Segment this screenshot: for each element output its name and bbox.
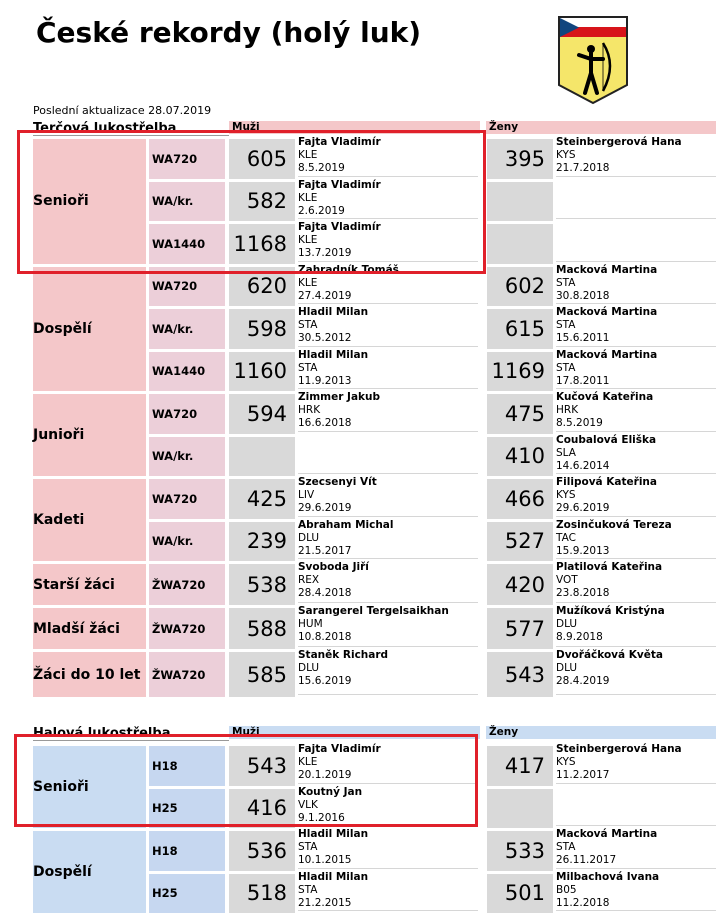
record-date: 15.6.2019 [298, 675, 352, 687]
category-label: Kadeti [33, 512, 85, 528]
record-date: 29.6.2019 [298, 502, 352, 514]
category-label: Starší žáci [33, 576, 115, 593]
category-label: Junioři [33, 427, 85, 443]
women-score: 420 [487, 564, 553, 605]
discipline-cell: WA720 [149, 267, 225, 307]
discipline-cell: WA1440 [149, 224, 225, 264]
women-record-info [556, 786, 716, 827]
athlete-name: Fajta Vladimír [298, 743, 381, 755]
outdoor-section-title: Terčová lukostřelba [33, 121, 177, 133]
outdoor-category-5 [33, 608, 146, 649]
outdoor-category-4 [33, 564, 146, 605]
club-code: STA [556, 319, 576, 331]
athlete-name: Abraham Michal [298, 518, 394, 531]
athlete-name: Macková Martina [556, 306, 658, 318]
women-record-info [556, 871, 716, 912]
outdoor-category-1 [33, 267, 146, 392]
record-date: 26.11.2017 [556, 854, 617, 866]
record-date: 28.4.2018 [298, 587, 352, 599]
women-score: 395 [487, 139, 553, 179]
discipline-cell: WA720 [149, 479, 225, 519]
discipline-cell: H18 [149, 746, 225, 786]
record-date: 28.4.2019 [556, 675, 610, 687]
outdoor-category-6 [33, 652, 146, 697]
women-score [487, 182, 553, 222]
athlete-name: Staněk Richard [298, 649, 389, 661]
record-date: 15.6.2011 [556, 332, 610, 344]
men-score: 1160 [229, 352, 295, 392]
men-score: 518 [229, 874, 295, 913]
club-code: KLE [298, 191, 318, 204]
women-record-info [556, 179, 716, 220]
record-date: 30.8.2018 [556, 289, 610, 302]
club-code: DLU [298, 662, 320, 674]
women-score: 410 [487, 437, 553, 477]
club-code: KYS [556, 489, 576, 501]
women-score: 615 [487, 309, 553, 349]
discipline-cell: H25 [149, 874, 225, 913]
men-score: 536 [229, 831, 295, 871]
athlete-name: Macková Martina [556, 828, 658, 840]
athlete-name: Steinbergerová Hana [556, 743, 682, 755]
record-date: 14.6.2014 [556, 459, 610, 472]
women-record-info [556, 519, 716, 560]
athlete-name: Fajta Vladimír [298, 136, 381, 148]
record-date: 11.2.2017 [556, 769, 610, 781]
women-record-info [556, 649, 716, 695]
women-score [487, 789, 553, 829]
women-record-info [556, 476, 716, 517]
men-score: 1168 [229, 224, 295, 264]
record-date: 29.6.2019 [556, 502, 610, 514]
men-score: 620 [229, 267, 295, 307]
athlete-name: Steinbergerová Hana [556, 136, 682, 148]
men-score: 543 [229, 746, 295, 786]
athlete-name: Kučová Kateřina [556, 391, 654, 403]
men-score: 239 [229, 522, 295, 562]
last-update-date: 28.07.2019 [148, 104, 212, 117]
club-code: KYS [556, 149, 576, 161]
club-code: STA [556, 276, 576, 289]
athlete-name: Macková Martina [556, 348, 658, 361]
record-date: 10.8.2018 [298, 631, 352, 643]
last-update-label: Poslední aktualizace [33, 104, 145, 117]
discipline-cell: WA/kr. [149, 437, 225, 477]
club-code: KLE [298, 276, 318, 289]
women-record-info [556, 391, 716, 432]
athlete-name: Zahradník Tomáš [298, 263, 399, 276]
indoor-category-1 [33, 831, 146, 913]
athlete-name: Svoboda Jiří [298, 561, 369, 573]
record-date: 8.5.2019 [556, 417, 603, 429]
athlete-name: Macková Martina [556, 263, 658, 276]
outdoor-category-3 [33, 479, 146, 561]
athlete-name: Hladil Milan [298, 348, 369, 361]
men-record-info [298, 434, 478, 475]
record-date: 10.1.2015 [298, 854, 352, 866]
outdoor-category-2 [33, 394, 146, 476]
highlight-box-indoor-seniors [14, 734, 478, 827]
women-score [487, 224, 553, 264]
women-record-info [556, 221, 716, 262]
record-date: 21.2.2015 [298, 896, 352, 909]
club-code: SLA [556, 446, 576, 459]
record-date: 27.4.2019 [298, 289, 352, 302]
women-record-info [556, 306, 716, 347]
athlete-name: Mužíková Kristýna [556, 605, 665, 617]
men-score: 585 [229, 652, 295, 697]
athlete-name: Zimmer Jakub [298, 391, 381, 403]
athlete-name: Filipová Kateřina [556, 476, 657, 488]
women-score: 533 [487, 831, 553, 871]
discipline-cell: WA/kr. [149, 182, 225, 222]
club-code: VLK [298, 798, 318, 811]
discipline-cell: WA/kr. [149, 522, 225, 562]
athlete-name: Fajta Vladimír [298, 178, 381, 191]
club-code: B05 [556, 883, 577, 896]
category-label: Dospělí [33, 320, 92, 337]
women-record-info [556, 264, 716, 305]
men-record-info [298, 649, 478, 695]
discipline-cell: H18 [149, 831, 225, 871]
women-score: 501 [487, 874, 553, 913]
category-label: Senioři [33, 193, 89, 210]
club-code: HUM [298, 618, 323, 630]
club-code: KLE [298, 234, 318, 246]
czech-archery-logo [557, 15, 629, 105]
athlete-name: Sarangerel Tergelsaikhan [298, 605, 449, 617]
women-score: 1169 [487, 352, 553, 392]
club-code: HRK [298, 404, 321, 416]
athlete-name: Hladil Milan [298, 306, 369, 318]
men-record-info [298, 349, 478, 390]
women-score: 466 [487, 479, 553, 519]
men-record-info [298, 605, 478, 647]
men-score: 588 [229, 608, 295, 649]
women-score: 602 [487, 267, 553, 307]
club-code: KLE [298, 149, 318, 161]
record-date: 21.7.2018 [556, 162, 610, 174]
record-date: 11.2.2018 [556, 896, 610, 909]
club-code: STA [298, 319, 318, 331]
club-code: TAC [556, 531, 576, 544]
women-score: 577 [487, 608, 553, 649]
club-code: STA [298, 883, 318, 896]
indoor-women-header: Ženy [486, 726, 716, 739]
category-label: Žáci do 10 let [33, 666, 141, 683]
indoor-section-title: Halová lukostřelba [33, 726, 171, 738]
record-date: 17.8.2011 [556, 374, 610, 387]
record-date: 9.1.2016 [298, 811, 345, 824]
club-code: STA [298, 361, 318, 374]
men-record-info [298, 476, 478, 517]
club-code: DLU [556, 662, 578, 674]
men-record-info [298, 306, 478, 347]
discipline-cell: H25 [149, 789, 225, 829]
outdoor-women-header: Ženy [486, 121, 716, 134]
outdoor-men-header: Muži [229, 121, 480, 134]
highlight-box-outdoor-seniors [17, 130, 486, 274]
men-score: 605 [229, 139, 295, 179]
club-code: KLE [298, 756, 318, 768]
record-date: 8.5.2019 [298, 162, 345, 174]
page-title: České rekordy (holý luk) [36, 16, 422, 49]
women-score: 475 [487, 394, 553, 434]
women-record-info [556, 349, 716, 390]
athlete-name: Szecsenyi Vít [298, 476, 377, 488]
women-score: 527 [487, 522, 553, 562]
record-date: 8.9.2018 [556, 631, 603, 643]
club-code: REX [298, 574, 320, 586]
record-date: 30.5.2012 [298, 332, 352, 344]
men-record-info [298, 561, 478, 603]
men-score: 538 [229, 564, 295, 605]
women-record-info [556, 136, 716, 177]
athlete-name: Koutný Jan [298, 785, 363, 798]
men-record-info [298, 391, 478, 432]
athlete-name: Milbachová Ivana [556, 870, 660, 883]
discipline-cell: WA720 [149, 139, 225, 179]
women-record-info [556, 828, 716, 869]
category-label: Dospělí [33, 864, 92, 880]
record-date: 2.6.2019 [298, 204, 345, 217]
category-label: Senioři [33, 779, 89, 795]
athlete-name: Coubalová Eliška [556, 433, 657, 446]
men-score: 416 [229, 789, 295, 829]
record-date: 15.9.2013 [556, 544, 610, 557]
discipline-cell: ŽWA720 [149, 564, 225, 605]
club-code: HRK [556, 404, 579, 416]
athlete-name: Dvořáčková Květa [556, 649, 663, 661]
men-record-info [298, 519, 478, 560]
indoor-men-header: Muži [229, 726, 480, 739]
men-score: 594 [229, 394, 295, 434]
club-code: STA [298, 841, 318, 853]
women-score: 543 [487, 652, 553, 697]
discipline-cell: WA720 [149, 394, 225, 434]
women-record-info [556, 743, 716, 784]
women-record-info [556, 561, 716, 603]
athlete-name: Zosinčuková Tereza [556, 518, 672, 531]
record-date: 23.8.2018 [556, 587, 610, 599]
discipline-cell: WA/kr. [149, 309, 225, 349]
men-score [229, 437, 295, 477]
discipline-cell: ŽWA720 [149, 652, 225, 697]
men-score: 425 [229, 479, 295, 519]
record-date: 20.1.2019 [298, 769, 352, 781]
athlete-name: Fajta Vladimír [298, 221, 381, 233]
women-record-info [556, 434, 716, 475]
men-record-info [298, 828, 478, 869]
club-code: VOT [556, 574, 578, 586]
club-code: LIV [298, 489, 315, 501]
athlete-name: Hladil Milan [298, 870, 369, 883]
men-record-info [298, 871, 478, 912]
discipline-cell: ŽWA720 [149, 608, 225, 649]
club-code: STA [556, 361, 576, 374]
athlete-name: Platilová Kateřina [556, 561, 663, 573]
club-code: DLU [556, 618, 578, 630]
women-record-info [556, 605, 716, 647]
last-update [33, 104, 211, 117]
record-date: 13.7.2019 [298, 247, 352, 259]
discipline-cell: WA1440 [149, 352, 225, 392]
men-score: 598 [229, 309, 295, 349]
club-code: STA [556, 841, 576, 853]
women-score: 417 [487, 746, 553, 786]
club-code: KYS [556, 756, 576, 768]
category-label: Mladší žáci [33, 620, 120, 637]
athlete-name: Hladil Milan [298, 828, 369, 840]
record-date: 16.6.2018 [298, 417, 352, 429]
record-date: 21.5.2017 [298, 544, 352, 557]
club-code: DLU [298, 531, 320, 544]
record-date: 11.9.2013 [298, 374, 352, 387]
men-score: 582 [229, 182, 295, 222]
